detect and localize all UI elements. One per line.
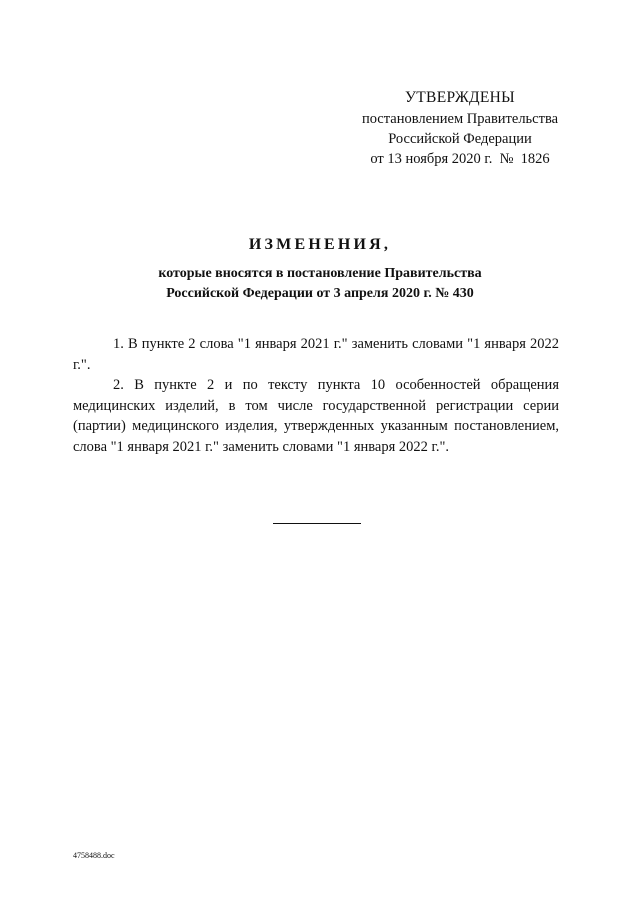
paragraph-1: 1. В пункте 2 слова "1 января 2021 г." заменить словами "1 января 2022 г.". bbox=[73, 336, 559, 373]
document-subtitle-line-1: которые вносятся в постановление Правительства bbox=[158, 266, 482, 281]
document-subtitle-line-2: Российской Федерации от 3 апреля 2020 г. № 430 bbox=[166, 286, 474, 301]
paragraph-2: 2. В пункте 2 и по тексту пункта 10 особенностей обращения медицинских изделий, в том числе государственной регистрации серии (партии) медицинского изделия, утвержденных указанным постановлением, слова "1 января 2021 г." заменить словами "1 января 2022 г.". bbox=[73, 377, 559, 455]
end-separator-line bbox=[273, 523, 361, 524]
document-title: ИЗМЕНЕНИЯ, bbox=[248, 236, 392, 253]
approval-line-decree: постановлением Правительства bbox=[361, 111, 559, 127]
footer-filename: 4758488.doc bbox=[73, 851, 115, 860]
approval-stamp bbox=[330, 88, 590, 169]
document-body bbox=[73, 334, 559, 458]
document-title-block bbox=[60, 234, 580, 304]
approval-line-federation: Российской Федерации bbox=[388, 131, 532, 147]
approval-line-date-number: от 13 ноября 2020 г. № 1826 bbox=[370, 151, 550, 167]
approved-heading: УТВЕРЖДЕНЫ bbox=[405, 89, 515, 106]
